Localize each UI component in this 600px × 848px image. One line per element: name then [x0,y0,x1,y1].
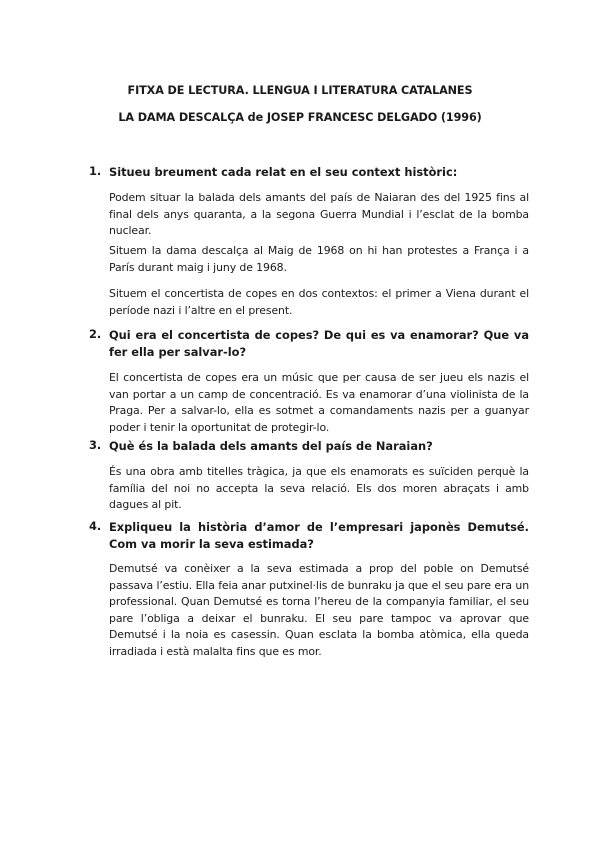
answer-paragraph: Podem situar la balada dels amants del país de Naiaran des del 1925 fins al final dels anys quaranta, a la segona Guerra Mundial i l’esclat de la bomba nuclear. [109,191,529,238]
question-text: Qui era el concertista de copes? De qui es va enamorar? Que va fer ella per salvar-lo? [109,328,529,359]
question-text: Situeu breument cada relat en el seu context històric: [109,165,458,179]
answer-paragraph: El concertista de copes era un músic que per causa de ser jueu els nazis el van portar a un camp de concentració. Es va enamorar d’una violinista de la Praga. Per a salvar-lo, ella es sotmet a comandaments nazis per a guanyar poder i tenir la oportunitat de protegir-lo. [109,371,529,434]
question-text: Què és la balada dels amants del país de Naraian? [109,439,433,453]
question-text: Expliqueu la història d’amor de l’empresari japonès Demutsé. Com va morir la seva estimada? [109,520,529,551]
document-subtitle: LA DAMA DESCALÇA de JOSEP FRANCESC DELGADO (1996) [118,111,482,124]
question-number: 3. [89,438,102,452]
question-number: 4. [89,519,102,533]
question-number: 2. [89,327,102,341]
question-number: 1. [89,164,102,178]
document-title: FITXA DE LECTURA. LLENGUA I LITERATURA CATALANES [127,84,473,97]
answer-paragraph: És una obra amb titelles tràgica, ja que els enamorats es suïciden perquè la família del noi no accepta la seva relació. Els dos moren abraçats i amb dagues al pit. [109,465,529,512]
answer-paragraph: Situem el concertista de copes en dos contextos: el primer a Viena durant el període nazi i l’altre en el present. [109,287,529,317]
answer-paragraph: Situem la dama descalça al Maig de 1968 on hi han protestes a França i a París durant maig i juny de 1968. [109,244,529,274]
answer-paragraph: Demutsé va conèixer a la seva estimada a prop del poble on Demutsé passava l’estiu. Ella feia anar putxinel·lis de bunraku ja que el seu pare era un professional. Quan Demutsé es torna l’hereu de la companyia familiar, el seu pare l’obliga a deixar el bunraku. El seu pare tampoc va aprovar que Demutsé i la noia es casessin. Quan esclata la bomba atòmica, ella queda irradiada i està malalta fins que es mor. [109,562,529,658]
